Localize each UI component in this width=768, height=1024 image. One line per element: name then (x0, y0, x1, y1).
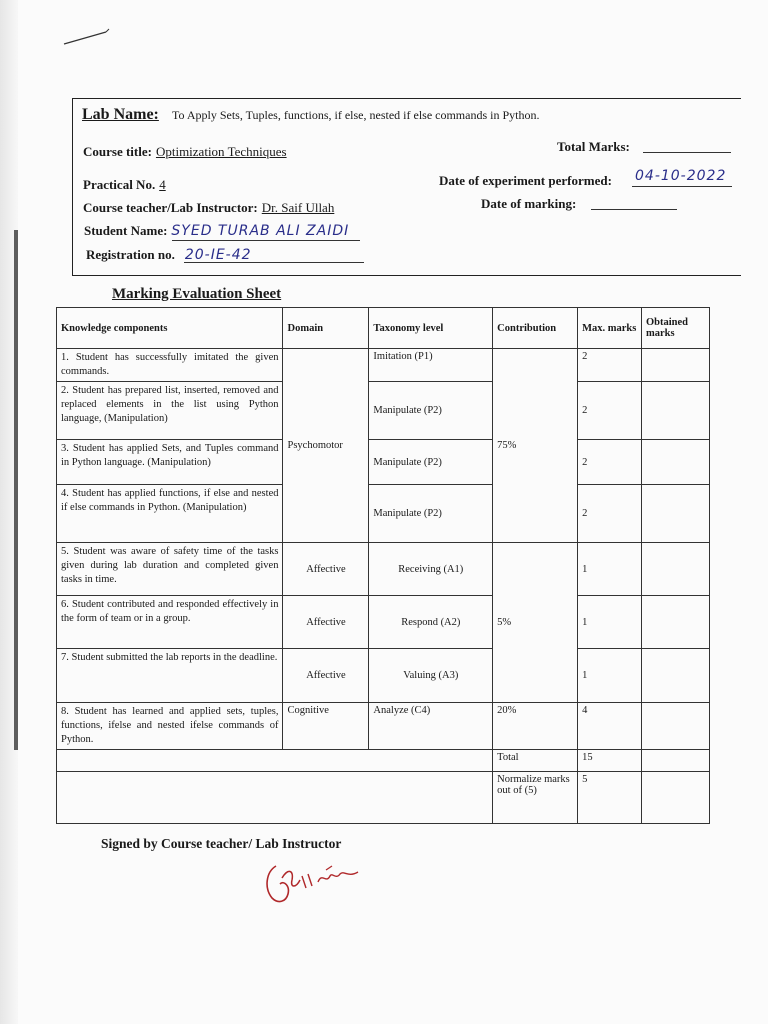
knowledge-component-cell: 5. Student was aware of safety time of the tasks given during lab duration and completed given tasks in time. (57, 543, 283, 596)
column-header: Contribution (493, 308, 578, 349)
table-row (57, 382, 710, 440)
registration-value: 20-IE-42 (184, 247, 252, 263)
domain-cell: Affective (283, 543, 369, 596)
registration-line (184, 262, 364, 263)
taxonomy-cell: Valuing (A3) (369, 649, 493, 703)
taxonomy-cell: Receiving (A1) (369, 543, 493, 596)
column-header: Taxonomy level (369, 308, 493, 349)
date-performed-label: Date of experiment performed: (439, 173, 612, 188)
knowledge-component-cell: 8. Student has learned and applied sets, tuples, functions, ifelse and nested ifelse commands of Python. (57, 703, 283, 750)
max-marks-cell: 1 (578, 596, 642, 649)
table-header-row (57, 308, 710, 349)
table-row (57, 596, 710, 649)
domain-cell: Affective (283, 596, 369, 649)
table-row (57, 349, 710, 382)
teacher-value: Dr. Saif Ullah (261, 200, 335, 215)
taxonomy-cell: Manipulate (P2) (369, 382, 493, 440)
table-row (57, 649, 710, 703)
obtained-marks-cell (642, 440, 710, 485)
date-performed-line (632, 186, 732, 187)
practical-value: 4 (159, 177, 166, 192)
max-marks-cell: 1 (578, 543, 642, 596)
max-marks-cell: 2 (578, 349, 642, 382)
normalize-row (57, 772, 710, 824)
knowledge-component-cell: 1. Student has successfully imitated the given commands. (57, 349, 283, 382)
signed-by-label: Signed by Course teacher/ Lab Instructor (101, 836, 342, 851)
domain-cell: Affective (283, 649, 369, 703)
table-row (57, 440, 710, 485)
student-name-label: Student Name: (84, 223, 168, 238)
taxonomy-cell: Respond (A2) (369, 596, 493, 649)
taxonomy-cell: Imitation (P1) (369, 349, 493, 382)
knowledge-component-cell: 4. Student has applied functions, if else and nested if else commands in Python. (Manipulation) (57, 485, 283, 543)
max-marks-cell: 2 (578, 485, 642, 543)
teacher-row (83, 199, 334, 217)
taxonomy-cell: Manipulate (P2) (369, 485, 493, 543)
max-marks-cell: 2 (578, 440, 642, 485)
contribution-cell: 20% (493, 703, 578, 750)
obtained-marks-cell (642, 382, 710, 440)
obtained-marks-cell (642, 485, 710, 543)
domain-cell: Cognitive (283, 703, 369, 750)
taxonomy-cell: Analyze (C4) (369, 703, 493, 750)
knowledge-component-cell: 7. Student submitted the lab reports in the deadline. (57, 649, 283, 703)
knowledge-component-cell: 6. Student contributed and responded effectively in the form of team or in a group. (57, 596, 283, 649)
sheet-title: Marking Evaluation Sheet (112, 286, 282, 302)
total-row (57, 750, 710, 772)
contribution-psychomotor-cell: 75% (493, 349, 578, 543)
normalize-value-cell: 5 (578, 772, 642, 824)
table-row (57, 703, 710, 750)
max-marks-cell: 1 (578, 649, 642, 703)
registration-label: Registration no. (86, 247, 175, 262)
instructor-signature (262, 858, 372, 908)
total-blank-cell (57, 750, 493, 772)
column-header: Max. marks (578, 308, 642, 349)
total-marks-label: Total Marks: (557, 139, 630, 154)
total-label-cell: Total (493, 750, 578, 772)
student-name-line (172, 240, 360, 241)
practical-label: Practical No. (83, 177, 156, 192)
column-header: Knowledge components (57, 308, 283, 349)
course-title-value: Optimization Techniques (155, 144, 287, 159)
contribution-affective-cell: 5% (493, 543, 578, 703)
marking-evaluation-table (56, 307, 710, 824)
table-row (57, 543, 710, 596)
normalize-obtained-cell (642, 772, 710, 824)
teacher-label: Course teacher/Lab Instructor: (83, 200, 258, 215)
taxonomy-cell: Manipulate (P2) (369, 440, 493, 485)
course-title-label: Course title: (83, 144, 152, 159)
obtained-marks-cell (642, 649, 710, 703)
obtained-marks-cell (642, 703, 710, 750)
pen-mark-icon (62, 26, 112, 48)
column-header: Domain (283, 308, 369, 349)
date-performed-value: 04-10-2022 (635, 168, 727, 184)
total-value-cell: 15 (578, 750, 642, 772)
knowledge-component-cell: 2. Student has prepared list, inserted, removed and replaced elements in the list using Python language, (Manipulation) (57, 382, 283, 440)
practical-row (83, 176, 166, 194)
lab-name-label: Lab Name: (82, 106, 159, 123)
student-name-value: SYED TURAB ALI ZAIDI (171, 223, 350, 239)
student-name-row (84, 222, 349, 240)
course-title-row (83, 143, 287, 161)
date-marking-label: Date of marking: (481, 196, 577, 211)
normalize-blank-cell (57, 772, 493, 824)
scan-shadow (14, 230, 18, 750)
obtained-marks-cell (642, 349, 710, 382)
obtained-marks-cell (642, 543, 710, 596)
date-marking-line (591, 209, 677, 210)
obtained-marks-cell (642, 596, 710, 649)
domain-psychomotor-cell: Psychomotor (283, 349, 369, 543)
column-header: Obtained marks (642, 308, 710, 349)
normalize-label-cell: Normalize marks out of (5) (493, 772, 578, 824)
knowledge-component-cell: 3. Student has applied Sets, and Tuples command in Python language. (Manipulation) (57, 440, 283, 485)
total-marks-line (643, 152, 731, 153)
table-row (57, 485, 710, 543)
lab-name-value: To Apply Sets, Tuples, functions, if else, nested if else commands in Python. (172, 108, 540, 122)
total-obtained-cell (642, 750, 710, 772)
max-marks-cell: 2 (578, 382, 642, 440)
max-marks-cell: 4 (578, 703, 642, 750)
